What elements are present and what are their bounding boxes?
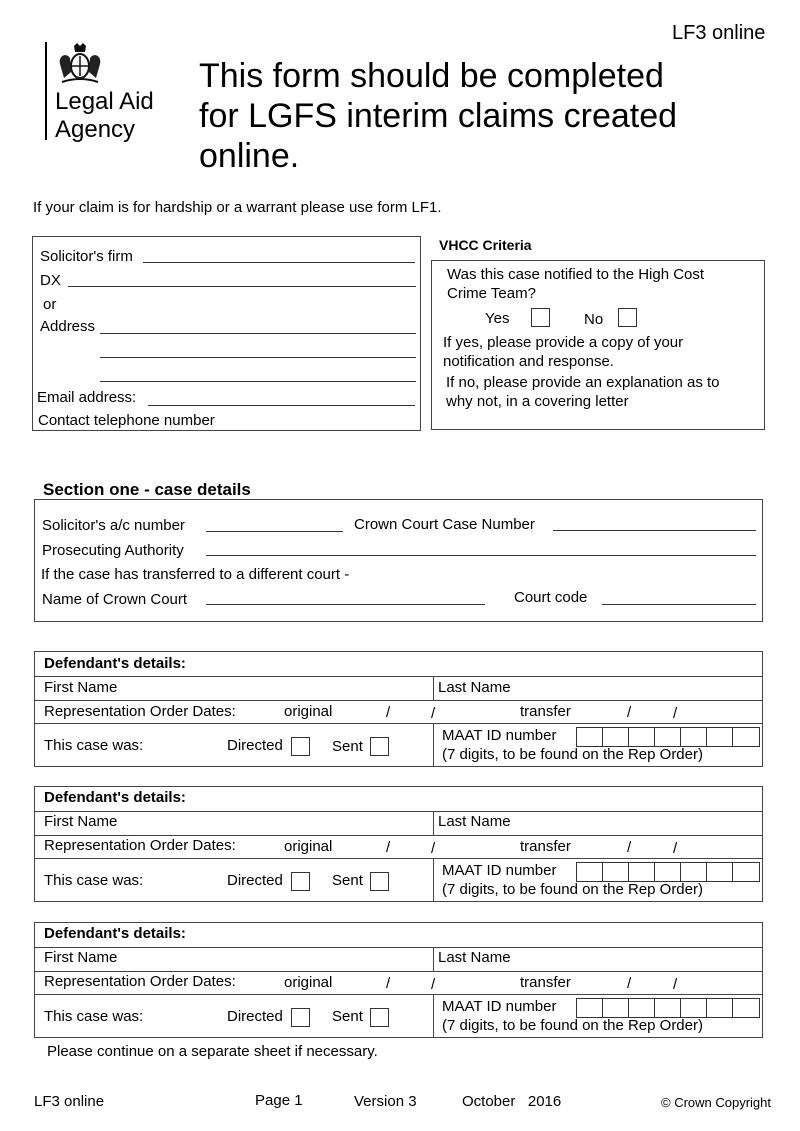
first-name-label[interactable]: First Name — [44, 679, 118, 696]
logo-divider — [45, 42, 47, 140]
footer-version: Version 3 — [354, 1093, 417, 1110]
vhcc-question-line2: Crime Team? — [447, 285, 536, 302]
title-line2: for LGFS interim claims created — [199, 97, 678, 135]
transfer-label: transfer — [520, 838, 571, 855]
date-slash: / — [431, 705, 436, 722]
date-slash: / — [673, 705, 678, 722]
vhcc-if-yes-line2: notification and response. — [443, 353, 614, 370]
row-divider — [34, 700, 763, 701]
original-label: original — [284, 838, 333, 855]
email-field[interactable] — [148, 405, 415, 406]
court-name-label: Name of Crown Court — [42, 591, 188, 608]
address-field-1[interactable] — [100, 333, 416, 334]
col-divider — [433, 947, 434, 971]
directed-label: Directed — [227, 737, 283, 754]
hardship-note: If your claim is for hardship or a warrant please use form LF1. — [33, 199, 442, 216]
ac-number-label: Solicitor's a/c number — [42, 517, 185, 534]
row-divider — [34, 858, 763, 859]
dx-label: DX — [40, 272, 61, 289]
address-field-3[interactable] — [100, 381, 416, 382]
case-was-label: This case was: — [44, 1008, 144, 1025]
date-slash: / — [627, 975, 632, 992]
directed-label: Directed — [227, 872, 283, 889]
row-divider — [34, 971, 763, 972]
footer-date: October 2016 — [462, 1093, 562, 1110]
defendant-title: Defendant's details: — [44, 789, 186, 806]
last-name-label[interactable]: Last Name — [438, 949, 511, 966]
date-slash: / — [431, 976, 436, 993]
maat-id-boxes[interactable] — [576, 998, 760, 1018]
col-divider — [433, 994, 434, 1038]
defendant-title: Defendant's details: — [44, 655, 186, 672]
sent-checkbox[interactable] — [370, 872, 389, 891]
vhcc-if-no-line1: If no, please provide an explanation as to — [446, 374, 720, 391]
first-name-label[interactable]: First Name — [44, 813, 118, 830]
date-slash: / — [386, 704, 391, 721]
row-divider — [34, 835, 763, 836]
maat-id-boxes[interactable] — [576, 862, 760, 882]
maat-label: MAAT ID number — [442, 727, 557, 744]
transfer-label: transfer — [520, 703, 571, 720]
directed-checkbox[interactable] — [291, 1008, 310, 1027]
email-label: Email address: — [37, 389, 137, 406]
row-divider — [34, 947, 763, 948]
col-divider — [433, 858, 434, 902]
dx-field[interactable] — [68, 286, 416, 287]
maat-hint: (7 digits, to be found on the Rep Order) — [442, 881, 703, 898]
vhcc-title: VHCC Criteria — [439, 237, 532, 253]
date-slash: / — [627, 704, 632, 721]
footer-page: Page 1 — [255, 1092, 303, 1109]
maat-label: MAAT ID number — [442, 998, 557, 1015]
vhcc-no-label: No — [584, 311, 604, 328]
solicitors-firm-label: Solicitor's firm — [40, 248, 133, 265]
maat-id-boxes[interactable] — [576, 727, 760, 747]
case-number-label: Crown Court Case Number — [354, 516, 535, 533]
or-label: or — [43, 296, 57, 313]
transferred-note: If the case has transferred to a different court - — [41, 566, 350, 583]
row-divider — [34, 723, 763, 724]
date-slash: / — [673, 840, 678, 857]
case-was-label: This case was: — [44, 737, 144, 754]
address-label: Address — [40, 318, 96, 335]
transfer-label: transfer — [520, 974, 571, 991]
footer-copyright: © Crown Copyright — [661, 1095, 772, 1110]
vhcc-if-no-line2: why not, in a covering letter — [446, 393, 629, 410]
vhcc-yes-label: Yes — [485, 310, 510, 327]
defendant-title: Defendant's details: — [44, 925, 186, 942]
date-slash: / — [627, 839, 632, 856]
date-slash: / — [386, 975, 391, 992]
sent-label: Sent — [332, 872, 363, 889]
court-code-field[interactable] — [602, 604, 756, 605]
vhcc-if-yes-line1: If yes, please provide a copy of your — [443, 334, 684, 351]
vhcc-question-line1: Was this case notified to the High Cost — [447, 266, 705, 283]
row-divider — [34, 811, 763, 812]
last-name-label[interactable]: Last Name — [438, 813, 511, 830]
agency-name-line2: Agency — [55, 116, 136, 143]
col-divider — [433, 811, 434, 835]
original-label: original — [284, 703, 333, 720]
maat-hint: (7 digits, to be found on the Rep Order) — [442, 746, 703, 763]
royal-crest-icon — [54, 42, 106, 86]
directed-checkbox[interactable] — [291, 737, 310, 756]
date-slash: / — [673, 976, 678, 993]
form-code: LF3 online — [672, 22, 766, 44]
prosecuting-label: Prosecuting Authority — [42, 542, 184, 559]
directed-label: Directed — [227, 1008, 283, 1025]
rep-dates-label: Representation Order Dates: — [44, 973, 236, 990]
rep-dates-label: Representation Order Dates: — [44, 703, 236, 720]
maat-label: MAAT ID number — [442, 862, 557, 879]
vhcc-no-checkbox[interactable] — [618, 308, 637, 327]
section-one-title: Section one - case details — [43, 480, 251, 499]
court-name-field[interactable] — [206, 604, 485, 605]
court-code-label: Court code — [514, 589, 588, 606]
directed-checkbox[interactable] — [291, 872, 310, 891]
sent-label: Sent — [332, 738, 363, 755]
agency-name-line1: Legal Aid — [55, 88, 154, 115]
original-label: original — [284, 974, 333, 991]
vhcc-yes-checkbox[interactable] — [531, 308, 550, 327]
phone-label: Contact telephone number — [38, 412, 215, 429]
last-name-label[interactable]: Last Name — [438, 679, 511, 696]
title-line1: This form should be completed — [199, 57, 664, 95]
case-number-field[interactable] — [553, 530, 756, 531]
continue-note: Please continue on a separate sheet if necessary. — [47, 1043, 378, 1060]
case-was-label: This case was: — [44, 872, 144, 889]
row-divider — [34, 994, 763, 995]
col-divider — [433, 676, 434, 700]
prosecuting-field[interactable] — [206, 555, 756, 556]
maat-hint: (7 digits, to be found on the Rep Order) — [442, 1017, 703, 1034]
title-line3: online. — [199, 137, 300, 175]
sent-checkbox[interactable] — [370, 1008, 389, 1027]
sent-label: Sent — [332, 1008, 363, 1025]
address-field-2[interactable] — [100, 357, 416, 358]
row-divider — [34, 676, 763, 677]
rep-dates-label: Representation Order Dates: — [44, 837, 236, 854]
solicitors-firm-field[interactable] — [143, 262, 415, 263]
footer-form-code: LF3 online — [34, 1093, 105, 1110]
col-divider — [433, 723, 434, 767]
first-name-label[interactable]: First Name — [44, 949, 118, 966]
ac-number-field[interactable] — [206, 531, 343, 532]
sent-checkbox[interactable] — [370, 737, 389, 756]
date-slash: / — [386, 839, 391, 856]
date-slash: / — [431, 840, 436, 857]
